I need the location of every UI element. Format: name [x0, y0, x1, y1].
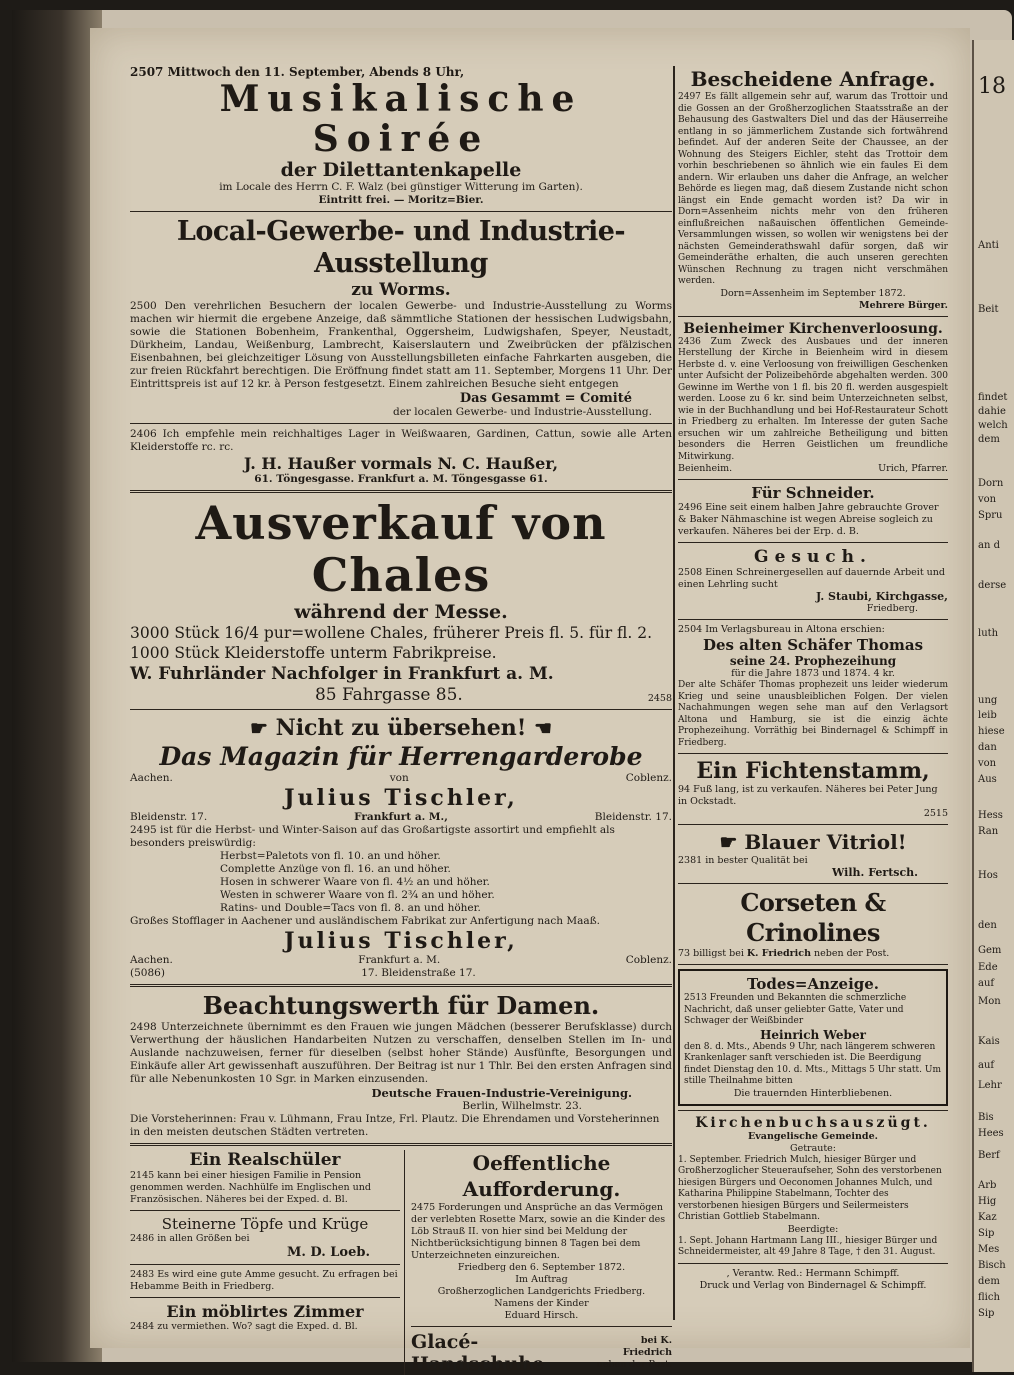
- toepfe-body: 2486 in allen Größen bei: [130, 1233, 250, 1244]
- schaefer-title: Des alten Schäfer Thomas: [702, 636, 924, 654]
- divider: [678, 753, 948, 754]
- edge-text: Hig: [978, 1196, 997, 1207]
- edge-text: flich: [978, 1292, 1000, 1303]
- edge-text: den: [978, 920, 997, 931]
- chales-line-2: 1000 Stück Kleiderstoffe unterm Fabrikpreise.: [130, 644, 497, 662]
- aufforderung-body: 2475 Forderungen und Ansprüche an das Vermögen der verlebten Rosette Marx, sowie an die Kinder des Löb Strauß II. von hier sind bei Meldung der Nichtberücksichtigung binnen 8 Tagen bei dem Unterzeichneten einzureichen.: [411, 1202, 666, 1261]
- edge-text: an d: [978, 540, 1000, 551]
- tischler-foot-frankfurt: Frankfurt a. M.: [358, 954, 441, 966]
- divider: [678, 479, 948, 480]
- divider: [678, 619, 948, 620]
- anfrage-title: Bescheidene Anfrage.: [690, 67, 936, 91]
- divider: [678, 542, 948, 543]
- beienheim-body: 2436 Zum Zweck des Ausbaues und der inneren Herstellung der Kirche in Beienheim wird in diesem Herbste d. v. eine Verloosung von freiwilligen Geschenken unter Aufsicht der Polizeibehörde abgehalten werden. 300 Gewinne im Werthe von 1 fl. bis 20 fl. werden ausgespielt werden. Loose zu 6 kr. sind beim Unterzeichneten selbst, wie in der Buchhandlung und bei Hof-Restaurateur Schott in Friedberg zu erhalten. Im Interesse der guten Sache ersuchen wir um zahlreiche Betheiligung und bitten besonders die Herren Geistlichen um freundliche Mitwirkung.: [678, 336, 948, 462]
- toepfe-title: Steinerne Töpfe und Krüge: [161, 1215, 369, 1233]
- aufforderung-line: Eduard Hirsch.: [504, 1310, 579, 1321]
- toepfe-firm: M. D. Loeb.: [286, 1245, 370, 1260]
- edge-text: findet: [978, 392, 1008, 403]
- tischler-foot-aachen: Aachen.: [130, 954, 173, 966]
- edge-text: leib: [978, 710, 997, 721]
- expo-place: zu Worms.: [351, 280, 451, 300]
- tischler-headline: Nicht zu übersehen!: [275, 715, 527, 741]
- edge-text: auf: [978, 1060, 995, 1071]
- edge-text: Hees: [978, 1128, 1004, 1139]
- beienheim-place: Beienheim.: [678, 463, 733, 474]
- schaefer-line: 2504 Im Verlagsbureau in Altona erschien:: [678, 624, 885, 635]
- tischler-von: von: [389, 772, 409, 784]
- expo-title: Local-Gewerbe- und Industrie-Ausstellung: [176, 216, 626, 279]
- aufforderung-line: Großherzoglichen Landgerichts Friedberg.: [437, 1286, 646, 1297]
- edge-text: hiese: [978, 726, 1005, 737]
- pointing-hand-right-icon: ☛: [719, 830, 738, 854]
- edge-text: Kais: [978, 1036, 1000, 1047]
- todes-body-2: den 8. d. Mts., Abends 9 Uhr, nach längerem schweren Krankenlager sanft verschieden ist. Die Beerdigung findet Dienstag den 10. d. Mts., Mittags 5 Uhr statt. Um stille Theilnahme bitten: [684, 1041, 941, 1086]
- tischler-title: Das Magazin für Herrengarderobe: [159, 742, 643, 771]
- zimmer-title: Ein möblirtes Zimmer: [166, 1302, 364, 1321]
- corset-title: Corseten & Crinolines: [740, 888, 886, 947]
- tischler-item: Westen in schwerer Waare von fl. 2¾ an und höher.: [220, 889, 495, 901]
- tischler-item: Hosen in schwerer Waare von fl. 4½ an und höher.: [220, 876, 490, 888]
- chales-subtitle: während der Messe.: [294, 601, 508, 623]
- tischler-ad-number: (5086): [130, 967, 165, 979]
- soiree-entry: Eintritt frei. — Moritz=Bier.: [318, 194, 484, 206]
- edge-text: Hess: [978, 810, 1003, 821]
- aufforderung-title: Oeffentliche Aufforderung.: [462, 1151, 621, 1201]
- edge-text: dahie: [978, 406, 1006, 417]
- edge-text: Kaz: [978, 1212, 997, 1223]
- schaefer-subtitle: seine 24. Prophezeihung: [729, 654, 897, 668]
- edge-text: Bis: [978, 1112, 994, 1123]
- kirchen-beerdigte: Beerdigte:: [787, 1223, 839, 1235]
- tischler-street-2: Bleidenstr. 17.: [594, 811, 672, 823]
- edge-text: dem: [978, 434, 1000, 445]
- edge-text: welch: [978, 420, 1008, 431]
- glace-location: neben der Post.: [596, 1359, 672, 1370]
- beienheim-title: Beienheimer Kirchenverloosung.: [683, 320, 943, 337]
- divider: [130, 1210, 400, 1211]
- vitriol-body: 2381 in bester Qualität bei: [678, 855, 808, 866]
- amme-body: 2483 Es wird eine gute Amme gesucht. Zu erfragen bei Hebamme Beith in Friedberg.: [130, 1269, 398, 1292]
- edge-text: Spru: [978, 510, 1003, 521]
- vitriol-signature: Wilh. Fertsch.: [832, 866, 918, 879]
- divider: [678, 1110, 948, 1111]
- tischler-stock: Großes Stofflager in Aachener und ausländischem Fabrikat zur Anfertigung nach Maaß.: [130, 915, 601, 927]
- schaefer-years: für die Jahre 1873 und 1874. 4 kr.: [731, 668, 895, 679]
- gesuch-signature: J. Staubi, Kirchgasse,: [816, 590, 948, 603]
- edge-text: auf: [978, 978, 995, 989]
- tischler-name: Julius Tischler,: [284, 785, 518, 811]
- damen-signature: Deutsche Frauen-Industrie-Vereinigung.: [371, 1086, 632, 1100]
- book-binding: [12, 10, 102, 1362]
- kirchen-title: Kirchenbuchsauszügt.: [695, 1114, 931, 1131]
- edge-text: derse: [978, 580, 1007, 591]
- anfrage-signature: Mehrere Bürger.: [859, 299, 948, 311]
- fichte-title: Ein Fichtenstamm,: [696, 758, 930, 784]
- divider: [411, 1326, 672, 1327]
- kirchen-marriage: 1. September. Friedrich Mulch, hiesiger Bürger und Großherzoglicher Steueraufseher, Sohn des verstorbenen hiesigen Bürgers und Oeconomen Johannes Mulch, und Katharina Philippine Stabelmann, Tochter des verstorbenen hiesigen Bürgers und Seilermeisters Christian Gottlieb Stabelmann.: [678, 1154, 942, 1222]
- edge-text: von: [978, 758, 997, 769]
- damen-body: 2498 Unterzeichnete übernimmt es den Frauen wie jungen Mädchen (besserer Berufsklasse) durch Verwerthung der häuslichen Handarbeiten Nutzen zu verschaffen, denselben Stellen im In- und Auslande nachzuweisen, ferner für dieselben (selbst hoher Stände) Ausfünfte, Besorgungen und Einkäufe aller Art gewissenhaft auszuführen. Der Beitrag ist nur 1 Thlr. Bei den ersten Anfragen sind für alle Nebenunkosten 10 Sgr. in Marken einzusenden.: [130, 1021, 672, 1085]
- edge-text: Sip: [978, 1308, 995, 1319]
- pointing-hand-left-icon: ☚: [534, 716, 553, 740]
- vitriol-title: Blauer Vitriol!: [744, 830, 907, 854]
- imprint-publisher: Druck und Verlag von Bindernagel & Schimpff.: [699, 1279, 927, 1291]
- edge-text: Gem: [978, 945, 1002, 956]
- aufforderung-line: Im Auftrag: [515, 1274, 568, 1285]
- tischler-foot-address: 17. Bleidenstraße 17.: [361, 967, 476, 979]
- hausser-name: J. H. Haußer vormals N. C. Haußer,: [243, 454, 559, 473]
- edge-text: Berf: [978, 1150, 1000, 1161]
- chales-line-1: 3000 Stück 16/4 pur=wollene Chales, früherer Preis fl. 5. für fl. 2.: [130, 624, 653, 642]
- fichte-body: 94 Fuß lang, ist zu verkaufen. Näheres bei Peter Jung in Ockstadt.: [678, 784, 938, 807]
- hausser-address: 61. Töngesgasse. Frankfurt a. M. Töngesgasse 61.: [254, 473, 548, 485]
- divider: [130, 984, 672, 987]
- hausser-body: 2406 Ich empfehle mein reichhaltiges Lager in Weißwaaren, Gardinen, Cattun, sowie alle Arten Kleiderstoffe rc. rc.: [130, 428, 672, 453]
- edge-text: von: [978, 494, 997, 505]
- column-rule: [673, 66, 675, 1320]
- tischler-city-aachen: Aachen.: [130, 772, 173, 784]
- imprint-editor: , Verantw. Red.: Hermann Schimpff.: [726, 1267, 900, 1279]
- divider: [678, 824, 948, 825]
- expo-body: 2500 Den verehrlichen Besuchern der localen Gewerbe- und Industrie-Ausstellung zu Worms machen wir hiermit die ergebene Anzeige, daß sämmtliche Stationen der hessischen Ludwigsbahn, sowie die Stationen Bobenheim, Frankenthal, Oggersheim, Ludwigshafen, Speyer, Neustadt, Dürkheim, Landau, Weißenburg, Lambrecht, Kaiserslautern und Zweibrücken der pfälzischen Eisenbahnen, bei gleichzeitiger Lösung von Ausstellungsbilleten einfache Fahrkarten ausgeben, die zur freien Rückfahrt berechtigen. Die Eröffnung findet statt am 11. September, Morgens 11 Uhr. Der Eintrittspreis ist auf 12 kr. à Person festgesetzt. Einem zahlreichen Besuche sieht entgegen: [130, 300, 672, 390]
- realschueler-body: 2145 kann bei einer hiesigen Familie in Pension genommen werden. Nachhülfe im Englischen und Französischen. Näheres bei der Exped. d. Bl.: [130, 1170, 371, 1205]
- edge-text: Ede: [978, 962, 998, 973]
- corset-seller: K. Friedrich: [746, 948, 811, 959]
- aufforderung-date: Friedberg den 6. September 1872.: [457, 1262, 626, 1273]
- tischler-street: Bleidenstr. 17.: [130, 811, 208, 823]
- tischler-intro: 2495 ist für die Herbst- und Winter-Saison auf das Großartigste assortirt und empfiehlt als besonders preiswürdig:: [130, 824, 615, 849]
- edge-text: Ran: [978, 826, 999, 837]
- edge-text: Dorn: [978, 478, 1004, 489]
- divider: [130, 490, 672, 493]
- edge-text: Mes: [978, 1244, 1000, 1255]
- divider: [130, 211, 672, 212]
- next-page-number: 18: [978, 74, 1006, 99]
- edge-text: Sip: [978, 1228, 995, 1239]
- kirchen-subtitle: Evangelische Gemeinde.: [748, 1130, 878, 1142]
- edge-text: Beit: [978, 304, 999, 315]
- soiree-location: im Locale des Herrn C. F. Walz (bei günstiger Witterung im Garten).: [219, 181, 583, 193]
- kirchen-getraute: Getraute:: [790, 1142, 836, 1154]
- zimmer-body: 2484 zu vermiethen. Wo? sagt die Exped. d. Bl.: [130, 1321, 358, 1332]
- chales-ad-number: 2458: [647, 693, 672, 704]
- todes-name: Heinrich Weber: [760, 1027, 866, 1042]
- divider: [130, 1264, 400, 1265]
- tischler-foot-coblenz: Coblenz.: [625, 954, 672, 966]
- edge-text: dan: [978, 742, 997, 753]
- chales-firm: W. Fuhrländer Nachfolger in Frankfurt a. M.: [130, 664, 554, 684]
- tischler-item: Ratins- und Double=Tacs von fl. 8. an und höher.: [220, 902, 481, 914]
- edge-text: Mon: [978, 996, 1001, 1007]
- edge-text: Lehr: [978, 1080, 1002, 1091]
- edge-text: Bisch: [978, 1260, 1006, 1271]
- fichte-ad-number: 2515: [923, 808, 948, 819]
- schneider-body: 2496 Eine seit einem halben Jahre gebrauchte Grover & Baker Nähmaschine ist wegen Abreise sogleich zu verkaufen. Näheres bei der Erp. d. B.: [678, 502, 939, 537]
- glace-title: Glacé-Handschuhe: [411, 1331, 545, 1375]
- gesuch-body: 2508 Einen Schreinergesellen auf dauernde Arbeit und einen Lehrling sucht: [678, 567, 946, 590]
- divider: [678, 316, 948, 317]
- chales-title: Ausverkauf von Chales: [195, 496, 607, 602]
- tischler-name-2: Julius Tischler,: [284, 928, 518, 954]
- gesuch-title: Gesuch.: [754, 547, 872, 567]
- expo-signature-sub: der localen Gewerbe- und Industrie-Ausstellung.: [392, 406, 652, 418]
- divider: [678, 964, 948, 965]
- damen-place: Berlin, Wilhelmstr. 23.: [462, 1100, 582, 1112]
- divider: [678, 883, 948, 884]
- tischler-item: Complette Anzüge von fl. 16. an und höher.: [220, 863, 451, 875]
- edge-text: Aus: [978, 774, 997, 785]
- damen-board: Die Vorsteherinnen: Frau v. Lühmann, Frau Intze, Frl. Plautz. Die Ehrendamen und Vorsteherinnen in den meisten deutschen Städten vertreten.: [130, 1113, 660, 1138]
- todes-title: Todes=Anzeige.: [746, 975, 880, 993]
- anfrage-body: 2497 Es fällt allgemein sehr auf, warum das Trottoir und die Gossen an der Großherzoglichen Staatsstraße an der Behausung des Gastwalters Diel und das der Häuserreihe entlang in so jämmerlichem Zustande sich fortwährend befindet. Auf der anderen Seite der Chaussee, an der Wohnung des Steigers Eichler, steht das Trottoir dem vorhin beschriebenen so ähnlich wie ein faules Ei dem andern. Wir erlauben uns daher die Anfrage, an welcher Behörde es liegen mag, daß diesem Zustande nicht schon längst ein Ende gemacht worden ist? Da wir in Dorn=Assenheim nichts mehr von den früheren einflußreichen naßauischen öffentlichen Gemeinde-Versammlungen wissen, so wollen wir wenigstens bei der nächsten Gemeinderathswahl dafür sorgen, daß wir Gemeinderäthe erhalten, die auch unseren gerechten Wünschen Rechnung zu tragen nicht verschmähen werden.: [678, 92, 948, 286]
- right-column: [678, 66, 948, 1292]
- soiree-subtitle: der Dilettantenkapelle: [280, 159, 522, 181]
- pointing-hand-right-icon: ☛: [249, 716, 268, 740]
- tischler-city-coblenz: Coblenz.: [625, 772, 672, 784]
- edge-text: Hos: [978, 870, 998, 881]
- divider: [130, 423, 672, 424]
- left-column: [130, 66, 672, 1375]
- expo-signature: Das Gesammt = Comité: [459, 391, 632, 406]
- schneider-title: Für Schneider.: [751, 484, 875, 502]
- edge-text: dem: [978, 1276, 1000, 1287]
- todes-signature: Die trauernden Hinterbliebenen.: [733, 1087, 893, 1099]
- next-page-edge: [972, 40, 1014, 1372]
- death-notice-box: [678, 969, 948, 1106]
- edge-text: ung: [978, 695, 998, 706]
- schaefer-body: Der alte Schäfer Thomas prophezeit uns leider wiederum Krieg und seine unausbleiblichen Folgen. Der vielen Nachahmungen wegen sehe man auf den Verlagsort Altona und Hamburg, sie ist die einzig ächte Prophezeihung. Vorräthig bei Bindernagel & Schimpff in Friedberg.: [678, 680, 948, 748]
- kirchen-burial: 1. Sept. Johann Hartmann Lang III., hiesiger Bürger und Schneidermeister, alt 49 Jahre 8 Tage, † den 31. August.: [678, 1235, 938, 1257]
- anfrage-date: Dorn=Assenheim im September 1872.: [720, 287, 906, 299]
- tischler-item: Herbst=Paletots von fl. 10. an und höher.: [220, 850, 441, 862]
- edge-text: Anti: [978, 240, 999, 251]
- divider: [678, 1263, 948, 1264]
- tischler-city: Frankfurt a. M.,: [354, 811, 448, 823]
- aufforderung-line: Namens der Kinder: [494, 1298, 589, 1309]
- chales-address: 85 Fahrgasse 85.: [314, 685, 463, 705]
- realschueler-title: Ein Realschüler: [189, 1150, 341, 1170]
- divider: [130, 709, 672, 710]
- todes-body: 2513 Freunden und Bekannten die schmerzliche Nachricht, daß unser geliebter Gatte, Vater und Schwager der Weißbinder: [684, 993, 907, 1026]
- damen-title: Beachtungswerth für Damen.: [202, 991, 600, 1020]
- corset-location: neben der Post.: [814, 948, 890, 959]
- corset-body: 73 billigst bei: [678, 948, 744, 959]
- glace-seller: bei K. Friedrich: [622, 1335, 672, 1358]
- beienheim-signature: Urich, Pfarrer.: [878, 463, 948, 474]
- divider: [130, 1143, 672, 1146]
- edge-text: Arb: [978, 1180, 997, 1191]
- divider: [130, 1297, 400, 1298]
- soiree-date: 2507 Mittwoch den 11. September, Abends 8 Uhr,: [130, 65, 465, 79]
- edge-text: luth: [978, 628, 999, 639]
- soiree-title: Musikalische Soirée: [219, 78, 583, 160]
- gesuch-place: Friedberg.: [866, 603, 918, 614]
